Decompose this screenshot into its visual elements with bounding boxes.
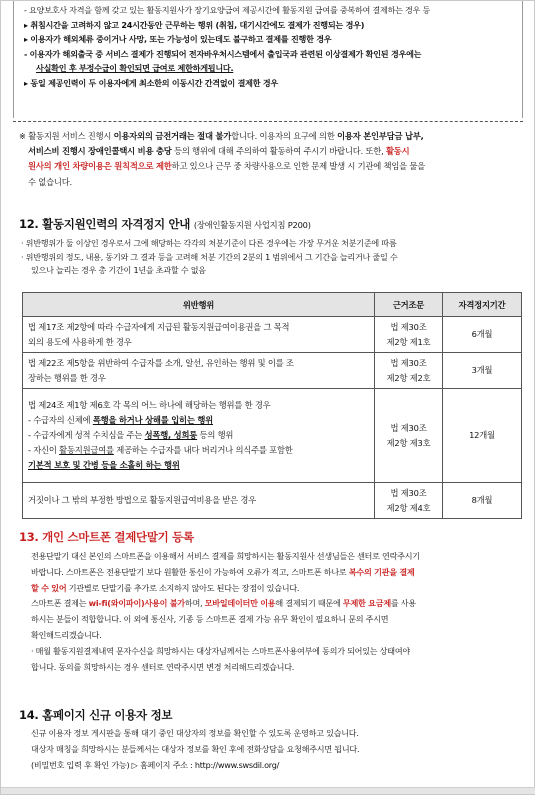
cell-line [28, 428, 369, 443]
table-row [23, 353, 522, 389]
column-header: 근거조문 [375, 293, 443, 317]
paragraph-line: 전용단말기 대신 본인의 스마트폰을 이용해서 서비스 결제를 희망하시는 활동지원사 선생님들은 센터로 연락주시기 [31, 551, 420, 561]
table-row [23, 317, 522, 353]
period-cell: 6개월 [443, 317, 522, 353]
section-13-body [31, 549, 523, 675]
paragraph-line: · 매월 활동지원결제내역 문자수신을 희망하시는 대상자님께서는 스마트폰사용여부에 동의가 되어있는 상태여야 [31, 645, 410, 656]
cell-line: 법 제24조 제1항 제6호 각 목의 어느 하나에 해당하는 행위를 한 경우 [28, 400, 271, 410]
payment-violation-list [13, 1, 523, 118]
text: 스마트폰 결제는 [31, 598, 89, 609]
paragraph-line [31, 596, 523, 612]
cell-line: 법 제30조 [390, 357, 427, 368]
cell-line: 법 제30조 [390, 321, 427, 332]
cell-text: 활동지원급여를 [59, 445, 114, 455]
page-bottom-strip [1, 787, 535, 794]
section-13-heading: 13. 개인 스마트폰 결제단말기 등록 [19, 530, 194, 544]
violation-cell [23, 317, 375, 353]
text: 바랍니다. 스마트폰은 전용단말기 보다 원활한 통신이 가능하여 오류가 적고, 스마트폰 하나로 [31, 566, 349, 577]
section-12-note: (장애인활동지원 사업지침 P200) [193, 220, 311, 230]
basis-cell [375, 389, 443, 483]
notice-text: 하고 있으나 근무 중 차량사용으로 인한 문제 발생 시 기관에 책임을 물을 [171, 161, 426, 172]
cell-line: 법 제17조 제2항에 따라 수급자에게 지급된 활동지원급여이용권을 그 목적 [28, 321, 290, 332]
violation-cell: 거짓이나 그 밖의 부정한 방법으로 활동지원급여비용을 받은 경우 [23, 483, 375, 519]
money-notice [19, 129, 517, 190]
list-item: - 요양보호사 자격을 함께 갖고 있는 활동지원사가 장기요양급여 제공시간에 활동지원 급여를 중복하여 결제하는 경우 등 [24, 5, 431, 15]
list-item: · 위반행위의 정도, 내용, 동기와 그 결과 등을 고려해 처분 기간의 2분의 1 범위에서 그 기간을 늘리거나 줄일 수 [21, 251, 398, 262]
paragraph-line [31, 565, 523, 581]
list-item: ▸ 동일 제공인력이 두 이용자에게 최소한의 이동시간 간격없이 결제한 경우 [24, 77, 278, 88]
cell-emphasis: 성폭행, 성희롱 [144, 430, 198, 440]
notice-text: ※ 활동지원 서비스 진행시 [19, 131, 114, 141]
cell-line [28, 413, 369, 428]
cell-text: - 자신이 [28, 445, 60, 455]
notice-emphasis: 이용자외의 금전거래는 절대 불가 [113, 131, 232, 141]
cell-line: 외의 용도에 사용하게 한 경우 [28, 336, 132, 347]
list-item: 있으나 늘리는 경우 총 기간이 1년을 초과할 수 없음 [31, 265, 206, 276]
red-text: wi-fi(와이파이)사용이 불가 [88, 598, 185, 609]
cell-line: 제2항 제3호 [386, 437, 431, 448]
cell-emphasis: 폭행을 하거나 상해를 입히는 행위 [92, 415, 213, 425]
text: 하며, [184, 598, 205, 609]
period-cell: 8개월 [443, 483, 522, 519]
section-12-heading [19, 216, 311, 232]
notice-emphasis: 서비스비 진행시 장애인콜택시 비용 충당 [28, 146, 172, 157]
notice-red-text: 활동시 [385, 146, 410, 157]
cell-line: 법 제30조 [390, 422, 427, 433]
violation-cell [23, 389, 375, 483]
section-12-bullets [21, 237, 521, 278]
period-cell: 12개월 [443, 389, 522, 483]
suspension-table [22, 292, 522, 519]
list-item: · 위반행위가 둘 이상인 경우로서 그에 해당하는 각각의 처분기준이 다른 경우에는 가장 무거운 처분기준에 따름 [21, 238, 397, 248]
cell-line: 제2항 제2호 [386, 372, 431, 383]
text: 기관별로 단말기를 추가로 소지하지 않아도 된다는 장점이 있습니다. [66, 582, 300, 593]
notice-text: 등의 행위에 대해 주의하여 활동하여 주시기 바랍니다. 또한, [171, 146, 386, 157]
notice-text: 합니다. 이용자의 요구에 의한 [231, 131, 338, 141]
column-header: 자격정지기간 [443, 293, 522, 317]
paragraph-line [31, 581, 523, 597]
cell-line: 제2항 제4호 [386, 502, 431, 513]
cell-text: - 수급자에게 성적 수치심을 주는 [28, 430, 145, 440]
red-text: 할 수 있어 [31, 582, 67, 593]
list-item: 사실확인 후 부정수급이 확인되면 급여로 제한하게됩니다. [36, 63, 234, 74]
cell-text: 등의 행위 [197, 430, 234, 440]
red-text: 모바일데이터만 이용 [204, 598, 276, 609]
dashed-divider [13, 121, 523, 122]
basis-cell [375, 353, 443, 389]
period-cell: 3개월 [443, 353, 522, 389]
cell-line: 법 제22조 제5항을 위반하여 수급자를 소개, 알선, 유인하는 행위 및 이를 조 [28, 357, 294, 368]
cell-emphasis: 기본적 보호 및 간병 등을 소홀히 하는 행위 [28, 460, 180, 470]
paragraph-line: 합니다. 동의를 희망하시는 경우 센터로 연락주시면 변경 처리해드리겠습니다. [31, 661, 295, 672]
red-text: 복수의 기관을 결제 [348, 566, 415, 577]
basis-cell [375, 483, 443, 519]
table-row [23, 389, 522, 483]
paragraph-line: 확인해드리겠습니다. [31, 629, 102, 640]
cell-text: 제공하는 수급자를 내다 버리거나 의식주를 포함한 [113, 445, 293, 455]
notice-text: 수 없습니다. [28, 176, 72, 187]
cell-line: 제2항 제1호 [386, 336, 431, 347]
notice-emphasis: 이용자 본인부담금 납부, [337, 131, 424, 141]
text: 해 결제되기 때문에 [275, 598, 343, 609]
violation-cell [23, 353, 375, 389]
paragraph-line: 대상자 매칭을 희망하시는 분들께서는 대상자 정보를 확인 후에 전화상담을 요청해주시면 됩니다. [31, 743, 360, 754]
paragraph-line: 신규 이용자 정보 게시판을 통해 대기 중인 대상자의 정보를 확인할 수 있도록 운영하고 있습니다. [31, 728, 359, 738]
notice-red-text: 원사의 개인 차량이용은 원칙적으로 제한 [28, 161, 172, 172]
text: 를 사용 [390, 598, 416, 609]
cell-line: 장하는 행위를 한 경우 [28, 372, 106, 383]
section-14-body [31, 726, 523, 773]
table-header-row [23, 293, 522, 317]
list-item: ▸ 취침시간을 고려하지 않고 24시간동안 근무하는 행위 (취침, 대기시간에도 결제가 진행되는 경우) [24, 19, 365, 30]
table-row [23, 483, 522, 519]
cell-line [28, 458, 369, 473]
column-header: 위반행위 [23, 293, 375, 317]
section-12-title: 12. 활동지원인력의 자격정지 안내 [19, 217, 191, 231]
homepage-url-line: (비밀번호 입력 후 확인 가능) ▷ 홈페이지 주소 : http://www.swsdil.org/ [31, 759, 280, 770]
cell-line [28, 443, 369, 458]
red-text: 무제한 요금제 [342, 598, 391, 609]
cell-text: - 수급자의 신체에 [28, 415, 93, 425]
list-item: - 이용자가 해외출국 중 서비스 결제가 진행되어 전자바우처시스템에서 출입국과 관련된 이상결제가 확인된 경우에는 [24, 48, 422, 59]
section-14-heading: 14. 홈페이지 신규 이용자 정보 [19, 708, 173, 722]
cell-line: 법 제30조 [390, 487, 427, 498]
list-item: ▸ 이용자가 해외체류 중이거나 사망, 또는 가능성이 있는데도 불구하고 결제를 진행한 경우 [24, 34, 332, 45]
paragraph-line: 하시는 분들이 적합합니다. 이 외에 통신사, 기종 등 스마트폰 결제 가능 유무 확인이 필요하니 문의 주시면 [31, 614, 389, 625]
basis-cell [375, 317, 443, 353]
